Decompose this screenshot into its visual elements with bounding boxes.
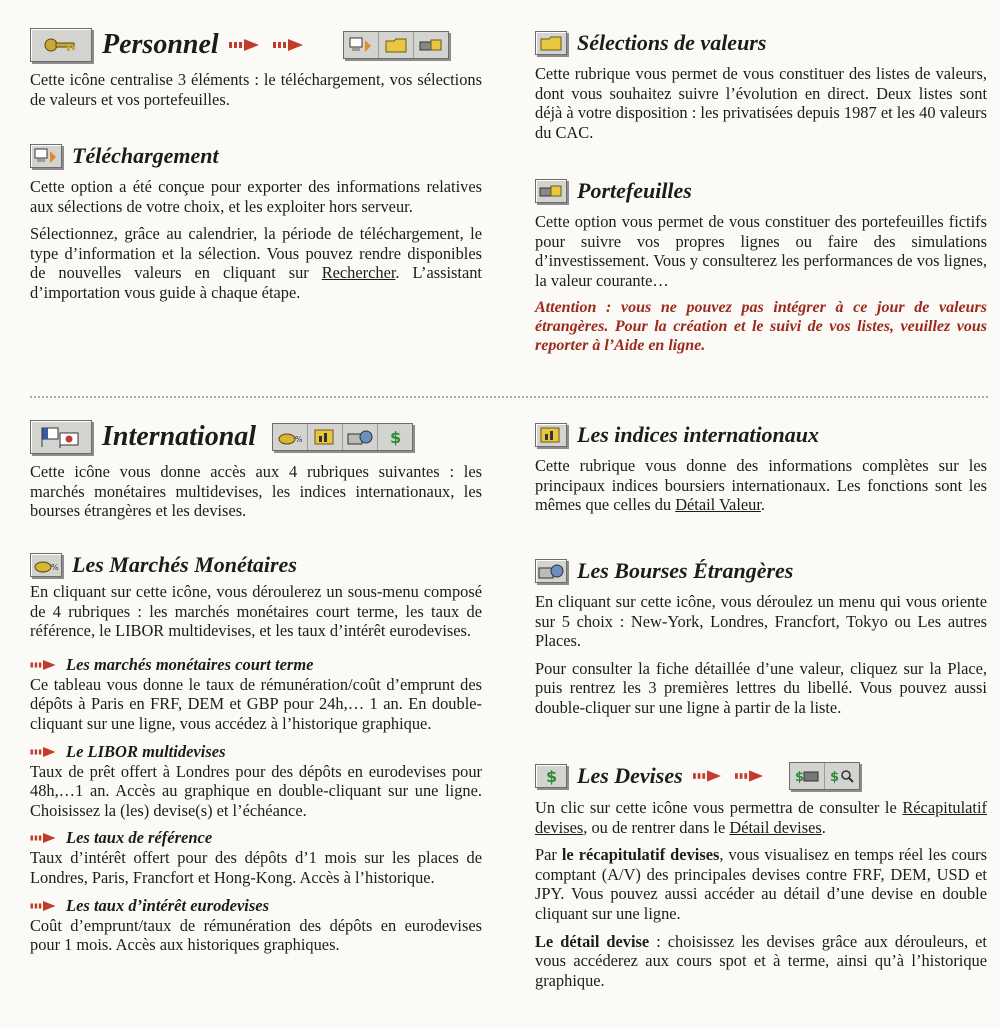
detail-valeur-link[interactable]: Détail Valeur	[675, 495, 761, 515]
telechargement-title: Téléchargement	[72, 143, 219, 168]
svg-text:%: %	[51, 563, 59, 572]
text-span: Sélectionnez, grâce au calendrier, la période de téléchargement, le type d’information et la sélection. Vous pouvez rendre disponibles de nouvelles valeurs en cliquant sur	[30, 224, 482, 283]
text-span: Un clic sur cette icône vous permettra de consulter le	[535, 798, 903, 817]
devises-title: Les Devises	[577, 763, 683, 788]
marches-item-text: Ce tableau vous donne le taux de rémunération/coût d’emprunt des dépôts à Paris en FRF, DEM et GBP pour 24h,… 1 an. En double-cliquant sur une ligne, vous accédez à l’historique graphique.	[30, 674, 482, 733]
marches-item-text: Taux de prêt offert à Londres pour des dépôts en eurodevises pour 48h,…1 an. Accès au graphique en double-cliquant sur une ligne. Choisissez la (les) devise(s) et l’échéance.	[30, 761, 482, 820]
keys-icon	[30, 28, 92, 62]
currency-detail-icon[interactable]	[825, 763, 859, 789]
detail-devises-link[interactable]: Détail devises	[729, 817, 822, 837]
indices-icon[interactable]	[308, 424, 343, 450]
personnel-section	[30, 28, 482, 117]
selections-section	[535, 30, 987, 150]
marches-item-header	[30, 655, 482, 675]
bourses-header	[535, 558, 987, 584]
marches-item	[30, 655, 482, 734]
portefeuilles-section	[535, 178, 987, 363]
money-market-icon[interactable]	[273, 424, 308, 450]
bourses-title: Les Bourses Étrangères	[577, 558, 794, 583]
indices-section	[535, 422, 987, 523]
portefeuilles-warning: Attention : vous ne pouvez pas intégrer à ce jour de valeurs étrangères. Pour la création et le suivi de vos listes, veuillez vous reporter à l’Aide en ligne.	[535, 299, 987, 355]
portefeuilles-p1: Cette option vous permet de vous constituer des portefeuilles fictifs pour suivre vos propres lignes ou faire des simulations d’investissement. Vous y consulterez les performances de vos lignes, la valeur courante…	[535, 212, 987, 290]
devises-p2	[535, 845, 987, 923]
selections-p1: Cette rubrique vous permet de vous constituer des listes de valeurs, dont vous souhaitez suivre l’évolution en direct. Deux listes sont déjà à votre disposition : les privatisées depuis 1987 et les 40 valeurs du CAC.	[535, 64, 987, 142]
marches-item-header	[30, 742, 482, 762]
devises-p3	[535, 932, 987, 991]
telechargement-p2	[30, 224, 482, 302]
bourses-section	[535, 558, 987, 726]
international-toolbar	[272, 423, 413, 451]
arrow-icon	[30, 901, 56, 911]
svg-text:$: $	[546, 767, 558, 786]
rechercher-link[interactable]: Rechercher	[321, 263, 396, 283]
personnel-title: Personnel	[102, 29, 219, 60]
svg-text:$: $	[829, 770, 839, 785]
indices-icon	[535, 423, 567, 447]
flags-icon	[30, 420, 92, 454]
marches-p1: En cliquant sur cette icône, vous déroulerez un sous-menu composé de 4 rubriques : les marchés monétaires court terme, les taux de référence, le LIBOR multidevises, et les taux d’intérêt eurodevises.	[30, 582, 482, 641]
recap-bold: le récapitulatif devises	[561, 845, 720, 865]
marches-item	[30, 742, 482, 821]
marches-item-title: Les taux de référence	[66, 828, 213, 848]
devises-toolbar	[789, 762, 860, 790]
marches-item-title: Le LIBOR multidevises	[66, 741, 226, 761]
svg-text:$: $	[794, 770, 804, 785]
download-icon[interactable]	[344, 32, 379, 58]
foreign-exchanges-icon[interactable]	[343, 424, 378, 450]
marches-title: Les Marchés Monétaires	[72, 552, 297, 577]
detail-bold: Le détail devise	[535, 931, 650, 951]
marches-item-title: Les taux d’intérêt eurodevises	[66, 895, 270, 915]
selections-title: Sélections de valeurs	[577, 30, 767, 55]
arrow-icon	[229, 39, 259, 51]
devises-p1	[535, 798, 987, 837]
marches-item-header	[30, 828, 482, 848]
marches-header	[30, 552, 482, 578]
section-divider	[30, 396, 988, 398]
arrows	[693, 770, 763, 782]
marches-item-text: Coût d’emprunt/taux de rémunération des dépôts en eurodevises pour 1 mois. Accès aux historiques graphiques.	[30, 915, 482, 955]
personnel-intro: Cette icône centralise 3 éléments : le téléchargement, vos sélections de valeurs et vos portefeuilles.	[30, 70, 482, 109]
portfolio-icon	[535, 179, 567, 203]
text-span: .	[821, 817, 826, 837]
arrows	[229, 39, 303, 51]
marches-section	[30, 552, 482, 963]
arrow-icon	[273, 39, 303, 51]
recap-devises-link[interactable]: Récapitulatif devises	[535, 798, 987, 837]
devises-section	[535, 762, 987, 998]
indices-title: Les indices internationaux	[577, 422, 820, 447]
arrow-icon	[735, 770, 763, 782]
devises-header	[535, 762, 987, 790]
international-intro: Cette icône vous donne accès aux 4 rubriques suivantes : les marchés monétaires multidevises, les indices internationaux, les bourses étrangères et les devises.	[30, 462, 482, 521]
text-span: , ou de rentrer dans le	[583, 817, 730, 837]
folder-icon	[535, 31, 567, 55]
portefeuilles-title: Portefeuilles	[577, 178, 692, 203]
text-span: Par	[535, 845, 562, 865]
currency-icon	[535, 764, 567, 788]
marches-item-header	[30, 896, 482, 916]
indices-header	[535, 422, 987, 448]
telechargement-section	[30, 143, 482, 311]
portfolio-icon[interactable]	[414, 32, 448, 58]
arrow-icon	[30, 747, 56, 757]
text-span: : choisissez les devises grâce aux dérouleurs, et vous accéderez aux cours spot et à terme, ainsi qu’à l’historique graphique.	[535, 931, 987, 990]
svg-text:%: %	[295, 435, 303, 444]
international-header	[30, 420, 482, 454]
money-market-icon	[30, 553, 62, 577]
text-span: Cette rubrique vous donne des informations complètes sur les principaux indices boursiers internationaux. Les fonctions sont les mêmes que celles du	[535, 456, 987, 515]
personnel-header	[30, 28, 482, 62]
arrow-icon	[30, 660, 56, 670]
bourses-p1: En cliquant sur cette icône, vous déroulez un menu qui vous oriente sur 5 choix : New-York, Londres, Francfort, Tokyo ou Les autres Places.	[535, 592, 987, 651]
currency-icon[interactable]	[378, 424, 412, 450]
selections-header	[535, 30, 987, 56]
personnel-toolbar	[343, 31, 449, 59]
foreign-exchanges-icon	[535, 559, 567, 583]
bourses-p2: Pour consulter la fiche détaillée d’une valeur, cliquez sur la Place, puis rentrez les 3 premières lettres du libellé. Vous pouvez aussi double-cliquer sur une ligne à partir de la liste.	[535, 658, 987, 717]
indices-p1	[535, 456, 987, 515]
marches-item	[30, 896, 482, 955]
download-icon	[30, 144, 62, 168]
text-span: , vous visualisez en temps réel les cours comptant (A/V) des principales devises contre FRF, DEM, USD et JPY. Vous pouvez aussi accéder au détail d’une devise en double cliquant sur une ligne.	[535, 845, 987, 923]
marches-item-title: Les marchés monétaires court terme	[66, 654, 314, 674]
currency-summary-icon[interactable]	[790, 763, 825, 789]
folder-icon[interactable]	[379, 32, 414, 58]
arrow-icon	[30, 833, 56, 843]
portefeuilles-header	[535, 178, 987, 204]
text-span: . L’assistant d’importation vous guide à chaque étape.	[30, 263, 482, 302]
telechargement-p1: Cette option a été conçue pour exporter des informations relatives aux sélections de votre choix, et les exploiter hors serveur.	[30, 177, 482, 216]
text-span: .	[760, 495, 766, 515]
svg-text:$: $	[390, 428, 402, 447]
marches-item-text: Taux d’intérêt offert pour des dépôts d’1 mois sur les places de Londres, Paris, Francfort et Hong-Kong. Accès à l’historique.	[30, 848, 482, 887]
telechargement-header	[30, 143, 482, 169]
arrow-icon	[693, 770, 721, 782]
marches-item	[30, 828, 482, 887]
international-section	[30, 420, 482, 529]
international-title: International	[102, 421, 257, 452]
